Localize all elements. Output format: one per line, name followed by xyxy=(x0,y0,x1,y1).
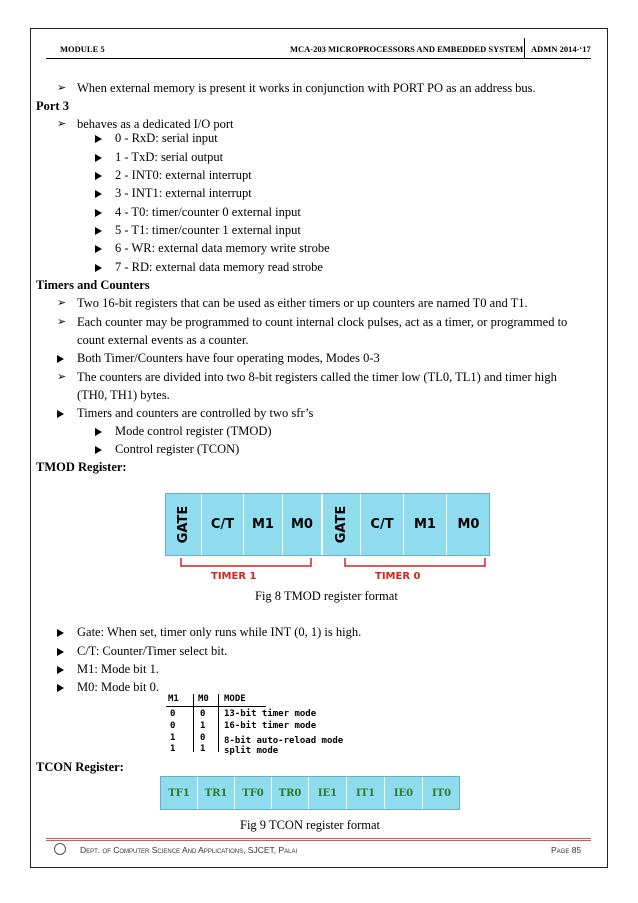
text-line: M0: Mode bit 0. xyxy=(77,680,159,694)
triangle-bullet-icon xyxy=(95,227,102,235)
mode-table-cell: 0 xyxy=(170,709,176,719)
tcon-cell-it1: IT1 xyxy=(347,777,385,809)
tmod-register xyxy=(165,493,490,556)
mode-table-cell: 0 xyxy=(200,709,206,719)
list-item: 0 - RxD: serial input xyxy=(115,131,218,145)
list-item: 2 - INT0: external interrupt xyxy=(115,168,252,182)
heading-tcon: TCON Register: xyxy=(36,760,124,774)
mode-table-divider xyxy=(193,694,194,752)
tmod-cell-m0-1: M0 xyxy=(283,494,323,555)
tmod-cell-ct0: C/T xyxy=(361,494,404,555)
triangle-bullet-icon xyxy=(95,264,102,272)
list-item: 6 - WR: external data memory write strobe xyxy=(115,241,330,255)
mode-table-cell: 16-bit timer mode xyxy=(224,721,317,731)
footer-rule xyxy=(46,840,591,841)
arrow-bullet-icon: ➢ xyxy=(57,118,67,130)
header-module: MODULE 5 xyxy=(60,44,105,54)
mode-table-cell: 0 xyxy=(170,721,176,731)
tcon-cell-tf0: TF0 xyxy=(235,777,272,809)
triangle-bullet-icon xyxy=(95,428,102,436)
tmod-cell-gate0: GATE xyxy=(323,494,361,555)
arrow-bullet-icon: ➢ xyxy=(57,82,67,94)
tmod-cell-ct1: C/T xyxy=(202,494,244,555)
heading-timers: Timers and Counters xyxy=(36,278,150,292)
text-line: M1: Mode bit 1. xyxy=(77,662,159,676)
triangle-bullet-icon xyxy=(95,209,102,217)
text-line: (TH0, TH1) bytes. xyxy=(77,388,170,402)
triangle-bullet-icon xyxy=(95,446,102,454)
heading-port3: Port 3 xyxy=(36,99,69,113)
tmod-cell-m1-0: M1 xyxy=(404,494,447,555)
triangle-bullet-icon xyxy=(95,245,102,253)
triangle-bullet-icon xyxy=(57,666,64,674)
text-line: Both Timer/Counters have four operating modes, Modes 0-3 xyxy=(77,351,380,365)
footer-department: Dept. of Computer Science And Applications, SJCET, Palai xyxy=(80,845,298,855)
timer1-label: TIMER 1 xyxy=(211,571,257,582)
fig8-caption: Fig 8 TMOD register format xyxy=(255,589,398,603)
tcon-cell-ie0: IE0 xyxy=(385,777,423,809)
triangle-bullet-icon xyxy=(95,135,102,143)
triangle-bullet-icon xyxy=(57,629,64,637)
footer-page-number: Page 85 xyxy=(551,845,582,855)
list-item: 3 - INT1: external interrupt xyxy=(115,186,252,200)
tcon-cell-tr1: TR1 xyxy=(198,777,235,809)
tcon-register xyxy=(160,776,460,810)
mode-table-cell: 1 xyxy=(200,744,206,754)
triangle-bullet-icon xyxy=(57,648,64,656)
text-line: behaves as a dedicated I/O port xyxy=(77,117,234,131)
list-item: 5 - T1: timer/counter 1 external input xyxy=(115,223,301,237)
arrow-bullet-icon: ➢ xyxy=(57,371,67,383)
tcon-cell-ie1: IE1 xyxy=(309,777,347,809)
list-item: 7 - RD: external data memory read strobe xyxy=(115,260,323,274)
text-line: Timers and counters are controlled by two sfr’s xyxy=(77,406,314,420)
heading-tmod: TMOD Register: xyxy=(36,460,127,474)
triangle-bullet-icon xyxy=(95,172,102,180)
tcon-cell-it0: IT0 xyxy=(431,787,452,799)
triangle-bullet-icon xyxy=(95,190,102,198)
mode-table-cell: split mode xyxy=(224,746,279,756)
college-logo-icon xyxy=(54,843,66,855)
mode-table-cell: 8-bit auto-reload mode xyxy=(224,736,344,746)
text-line: Each counter may be programmed to count internal clock pulses, act as a timer, or programmed to xyxy=(77,315,568,329)
mode-table-divider xyxy=(218,694,219,752)
mode-table-cell: 1 xyxy=(200,721,206,731)
text-line: Two 16-bit registers that can be used as either timers or up counters are named T0 and T1. xyxy=(77,296,528,310)
mode-table-header-m0: M0 xyxy=(198,694,209,704)
tmod-cell-gate1: GATE xyxy=(166,494,202,555)
tmod-cell-m1-1: M1 xyxy=(244,494,283,555)
mode-table-cell: 13-bit timer mode xyxy=(224,709,317,719)
arrow-bullet-icon: ➢ xyxy=(57,297,67,309)
triangle-bullet-icon xyxy=(57,355,64,363)
text-line: Gate: When set, timer only runs while INT (0, 1) is high. xyxy=(77,625,362,639)
footer-rule xyxy=(46,838,591,839)
triangle-bullet-icon xyxy=(95,154,102,162)
text-line: count external events as a counter. xyxy=(77,333,249,347)
list-item: 4 - T0: timer/counter 0 external input xyxy=(115,205,301,219)
text-line: The counters are divided into two 8-bit registers called the timer low (TL0, TL1) and timer high xyxy=(77,370,557,384)
mode-table-cell: 1 xyxy=(170,733,176,743)
timer0-label: TIMER 0 xyxy=(375,571,421,582)
arrow-bullet-icon: ➢ xyxy=(57,316,67,328)
mode-table-cell: 1 xyxy=(170,744,176,754)
header-course: MCA-203 MICROPROCESSORS AND EMBEDDED SYSTEM xyxy=(290,44,524,54)
header-rule xyxy=(46,58,591,59)
triangle-bullet-icon xyxy=(57,410,64,418)
tcon-cell-tf1: TF1 xyxy=(161,777,198,809)
mode-table-cell: 0 xyxy=(200,733,206,743)
header-separator xyxy=(524,38,525,58)
tcon-cell-tr0: TR0 xyxy=(272,777,309,809)
fig9-caption: Fig 9 TCON register format xyxy=(240,818,381,832)
triangle-bullet-icon xyxy=(57,684,64,692)
mode-table-header-m1: M1 xyxy=(168,694,179,704)
text-line: When external memory is present it works in conjunction with PORT PO as an address bus. xyxy=(77,81,536,95)
mode-table-header-mode: MODE xyxy=(224,694,246,704)
list-item: Mode control register (TMOD) xyxy=(115,424,272,438)
text-line: C/T: Counter/Timer select bit. xyxy=(77,644,228,658)
list-item: 1 - TxD: serial output xyxy=(115,150,224,164)
list-item: Control register (TCON) xyxy=(115,442,240,456)
header-batch: ADMN 2014-‘17 xyxy=(531,44,591,54)
mode-table-rule xyxy=(166,706,266,707)
tmod-cell-m0-0: M0 xyxy=(457,517,480,532)
